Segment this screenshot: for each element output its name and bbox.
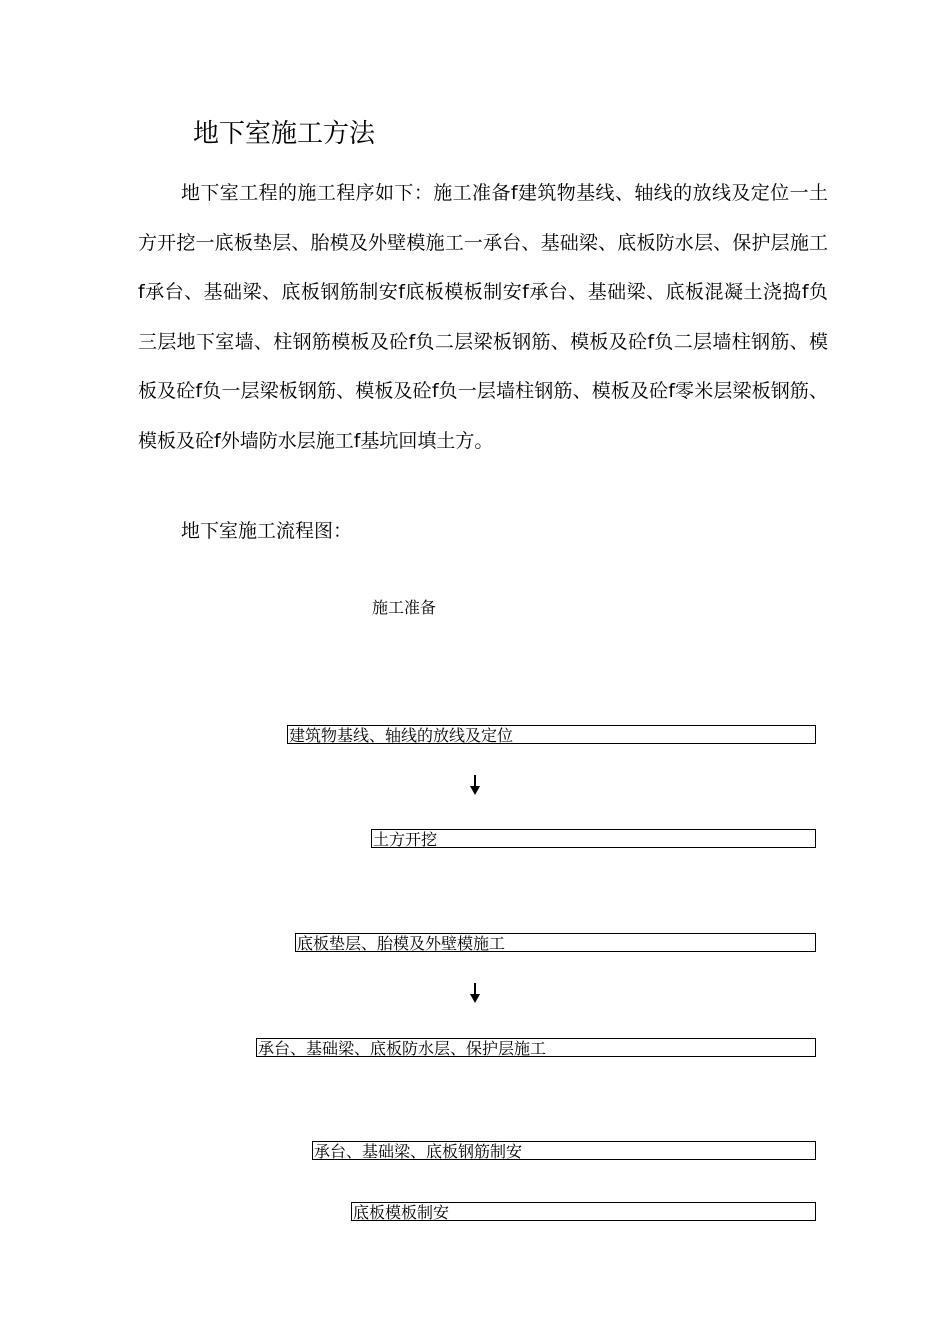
flow-step-box: 承台、基础梁、底板钢筋制安 — [312, 1141, 816, 1160]
construction-sequence-paragraph: 地下室工程的施工程序如下：施工准备f建筑物基线、轴线的放线及定位一土方开挖一底板垫层、胎模及外壁模施工一承台、基础梁、底板防水层、保护层施工f承台、基础梁、底板钢筋制安f底板模板制安f承台、基础梁、底板混凝土浇捣f负三层地下室墙、柱钢筋模板及砼f负二层梁板钢筋、模板及砼f负二层墙柱钢筋、模板及砼f负一层梁板钢筋、模板及砼f负一层墙柱钢筋、模板及砼f零米层梁板钢筋、模板及砼f外墙防水层施工f基坑回填土方。 — [138, 182, 828, 452]
flow-step-box: 建筑物基线、轴线的放线及定位 — [287, 725, 816, 744]
flow-step-box: 土方开挖 — [371, 829, 816, 848]
flowchart-heading: 地下室施工流程图： — [181, 520, 353, 542]
page-title: 地下室施工方法 — [193, 119, 376, 149]
down-arrow-icon — [469, 775, 481, 795]
flow-step-box: 承台、基础梁、底板防水层、保护层施工 — [256, 1038, 816, 1057]
down-arrow-icon — [469, 983, 481, 1003]
flow-step-box: 底板模板制安 — [351, 1202, 816, 1221]
flow-start-label: 施工准备 — [372, 598, 437, 617]
flow-step-box: 底板垫层、胎模及外壁模施工 — [295, 933, 816, 952]
